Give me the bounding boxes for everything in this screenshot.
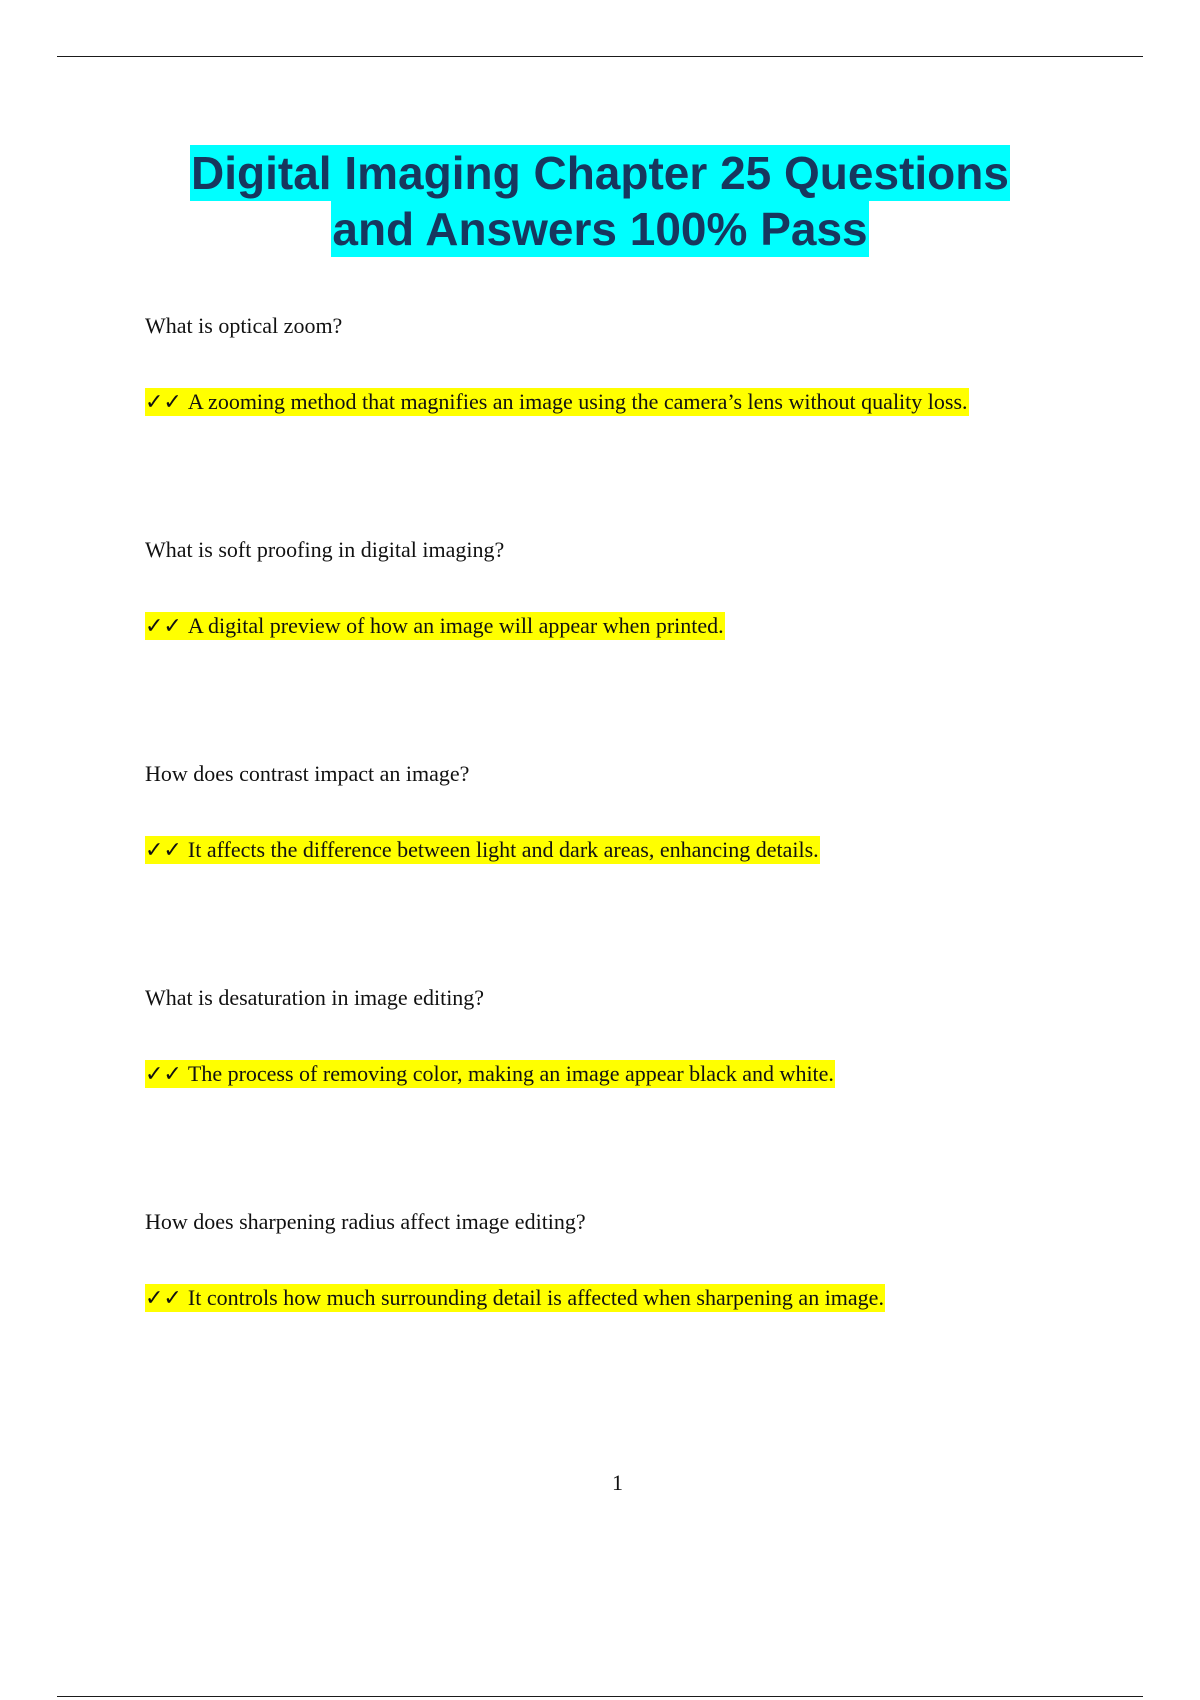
check-mark-icon: ✓✓	[145, 1286, 182, 1311]
check-mark-icon: ✓✓	[145, 614, 182, 639]
answer-text: The process of removing color, making an image appear black and white.	[187, 1061, 834, 1086]
answer	[145, 388, 1105, 417]
title-line-1: Digital Imaging Chapter 25 Questions	[191, 147, 1009, 199]
answer-text: It affects the difference between light and dark areas, enhancing details.	[187, 837, 819, 862]
header-rule	[57, 56, 1143, 57]
question-text: How does sharpening radius affect image editing?	[145, 1209, 586, 1234]
answer	[145, 836, 1105, 865]
answer	[145, 1284, 1105, 1313]
question-text: How does contrast impact an image?	[145, 761, 470, 786]
page-number: 1	[612, 1470, 623, 1495]
qa-item-4	[145, 984, 1105, 1089]
qa-item-3	[145, 760, 1105, 865]
check-mark-icon: ✓✓	[145, 1062, 182, 1087]
answer-text: It controls how much surrounding detail is affected when sharpening an image.	[187, 1285, 884, 1310]
question-text: What is desaturation in image editing?	[145, 985, 485, 1010]
qa-item-5	[145, 1208, 1105, 1313]
answer-highlight	[145, 612, 725, 640]
footer-rule	[57, 1696, 1143, 1697]
document-title	[0, 145, 1200, 257]
answer-text: A digital preview of how an image will appear when printed.	[187, 613, 724, 638]
answer-highlight	[145, 1284, 885, 1312]
qa-item-1	[145, 312, 1105, 417]
answer	[145, 1060, 1105, 1089]
question-text: What is soft proofing in digital imaging?	[145, 537, 505, 562]
answer-highlight	[145, 836, 820, 864]
answer-highlight	[145, 1060, 835, 1088]
check-mark-icon: ✓✓	[145, 390, 182, 415]
title-line-2: and Answers 100% Pass	[332, 203, 868, 255]
answer-text: A zooming method that magnifies an image using the camera’s lens without quality loss.	[187, 389, 968, 414]
qa-item-2	[145, 536, 1105, 641]
answer-highlight	[145, 388, 969, 416]
answer	[145, 612, 1105, 641]
check-mark-icon: ✓✓	[145, 838, 182, 863]
question-text: What is optical zoom?	[145, 313, 343, 338]
